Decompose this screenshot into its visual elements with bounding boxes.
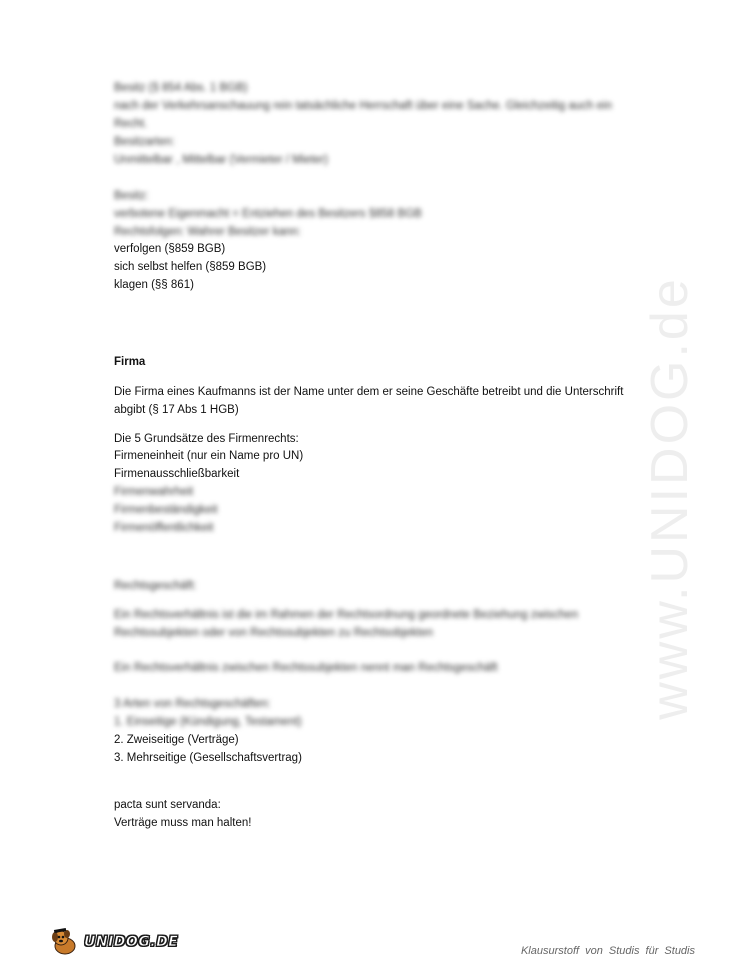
blurred-text: Firmenöffentlichkeit	[114, 522, 214, 534]
dog-mascot-icon	[50, 928, 80, 956]
blurred-text: Ein Rechtsverhältnis zwischen Rechtssubjekten nennt man Rechtsgeschäft	[114, 662, 498, 674]
list-item: Firmeneinheit (nur ein Name pro UN)	[114, 450, 304, 462]
list-item: 2. Zweiseitige (Verträge)	[114, 734, 239, 746]
blurred-text: Besitz:	[114, 190, 149, 202]
footer-tagline: Klausurstoff von Studis für Studis	[520, 945, 695, 957]
logo-text: UNIDOG.DE	[84, 934, 179, 950]
blurred-text: Recht.	[114, 118, 148, 130]
blurred-text: Firmenbeständigkeit	[114, 504, 218, 516]
section-heading: Firma	[114, 356, 146, 368]
text-line: Verträge muss man halten!	[114, 817, 252, 829]
blurred-text: 1. Einseitige (Kündigung, Testament)	[114, 716, 302, 728]
list-item: 3. Mehrseitige (Gesellschaftsvertrag)	[114, 752, 302, 764]
text-line: verfolgen (§859 BGB)	[114, 243, 226, 255]
unidog-logo[interactable]	[50, 928, 178, 956]
blurred-text: Besitzarten:	[114, 136, 175, 148]
paragraph-line: abgibt (§ 17 Abs 1 HGB)	[114, 404, 239, 416]
list-title: Die 5 Grundsätze des Firmenrechts:	[114, 433, 299, 445]
blurred-text: Rechtsgeschäft:	[114, 580, 197, 592]
watermark: www.UNIDOG.de	[641, 276, 699, 720]
blurred-text: Ein Rechtsverhältnis ist die im Rahmen der Rechtsordnung geordnete Beziehung zwischen	[114, 609, 579, 621]
paragraph-line: Die Firma eines Kaufmanns ist der Name unter dem er seine Geschäfte betreibt und die Unterschrift	[114, 386, 624, 398]
blurred-text: 3 Arten von Rechtsgeschäften:	[114, 698, 271, 710]
blurred-text: Unmittelbar , Mittelbar (Vermieter / Mieter)	[114, 154, 329, 166]
blurred-text: Rechtssubjekten oder von Rechtssubjekten zu Rechtsobjekten	[114, 627, 433, 639]
blurred-text: verbotene Eigenmacht = Entziehen des Besitzers §858 BGB	[114, 208, 422, 220]
blurred-text: Firmenwahrheit	[114, 486, 194, 498]
blurred-text: Besitz (§ 854 Abs. 1 BGB)	[114, 82, 248, 94]
text-line: klagen (§§ 861)	[114, 279, 194, 291]
blurred-text: nach der Verkehrsanschauung rein tatsächliche Herrschaft über eine Sache. Gleichzeitig auch ein	[114, 100, 612, 112]
blurred-text: Rechtsfolgen: Wahrer Besitzer kann:	[114, 226, 301, 238]
text-line: sich selbst helfen (§859 BGB)	[114, 261, 267, 273]
text-line: pacta sunt servanda:	[114, 799, 221, 811]
list-item: Firmenausschließbarkeit	[114, 468, 240, 480]
